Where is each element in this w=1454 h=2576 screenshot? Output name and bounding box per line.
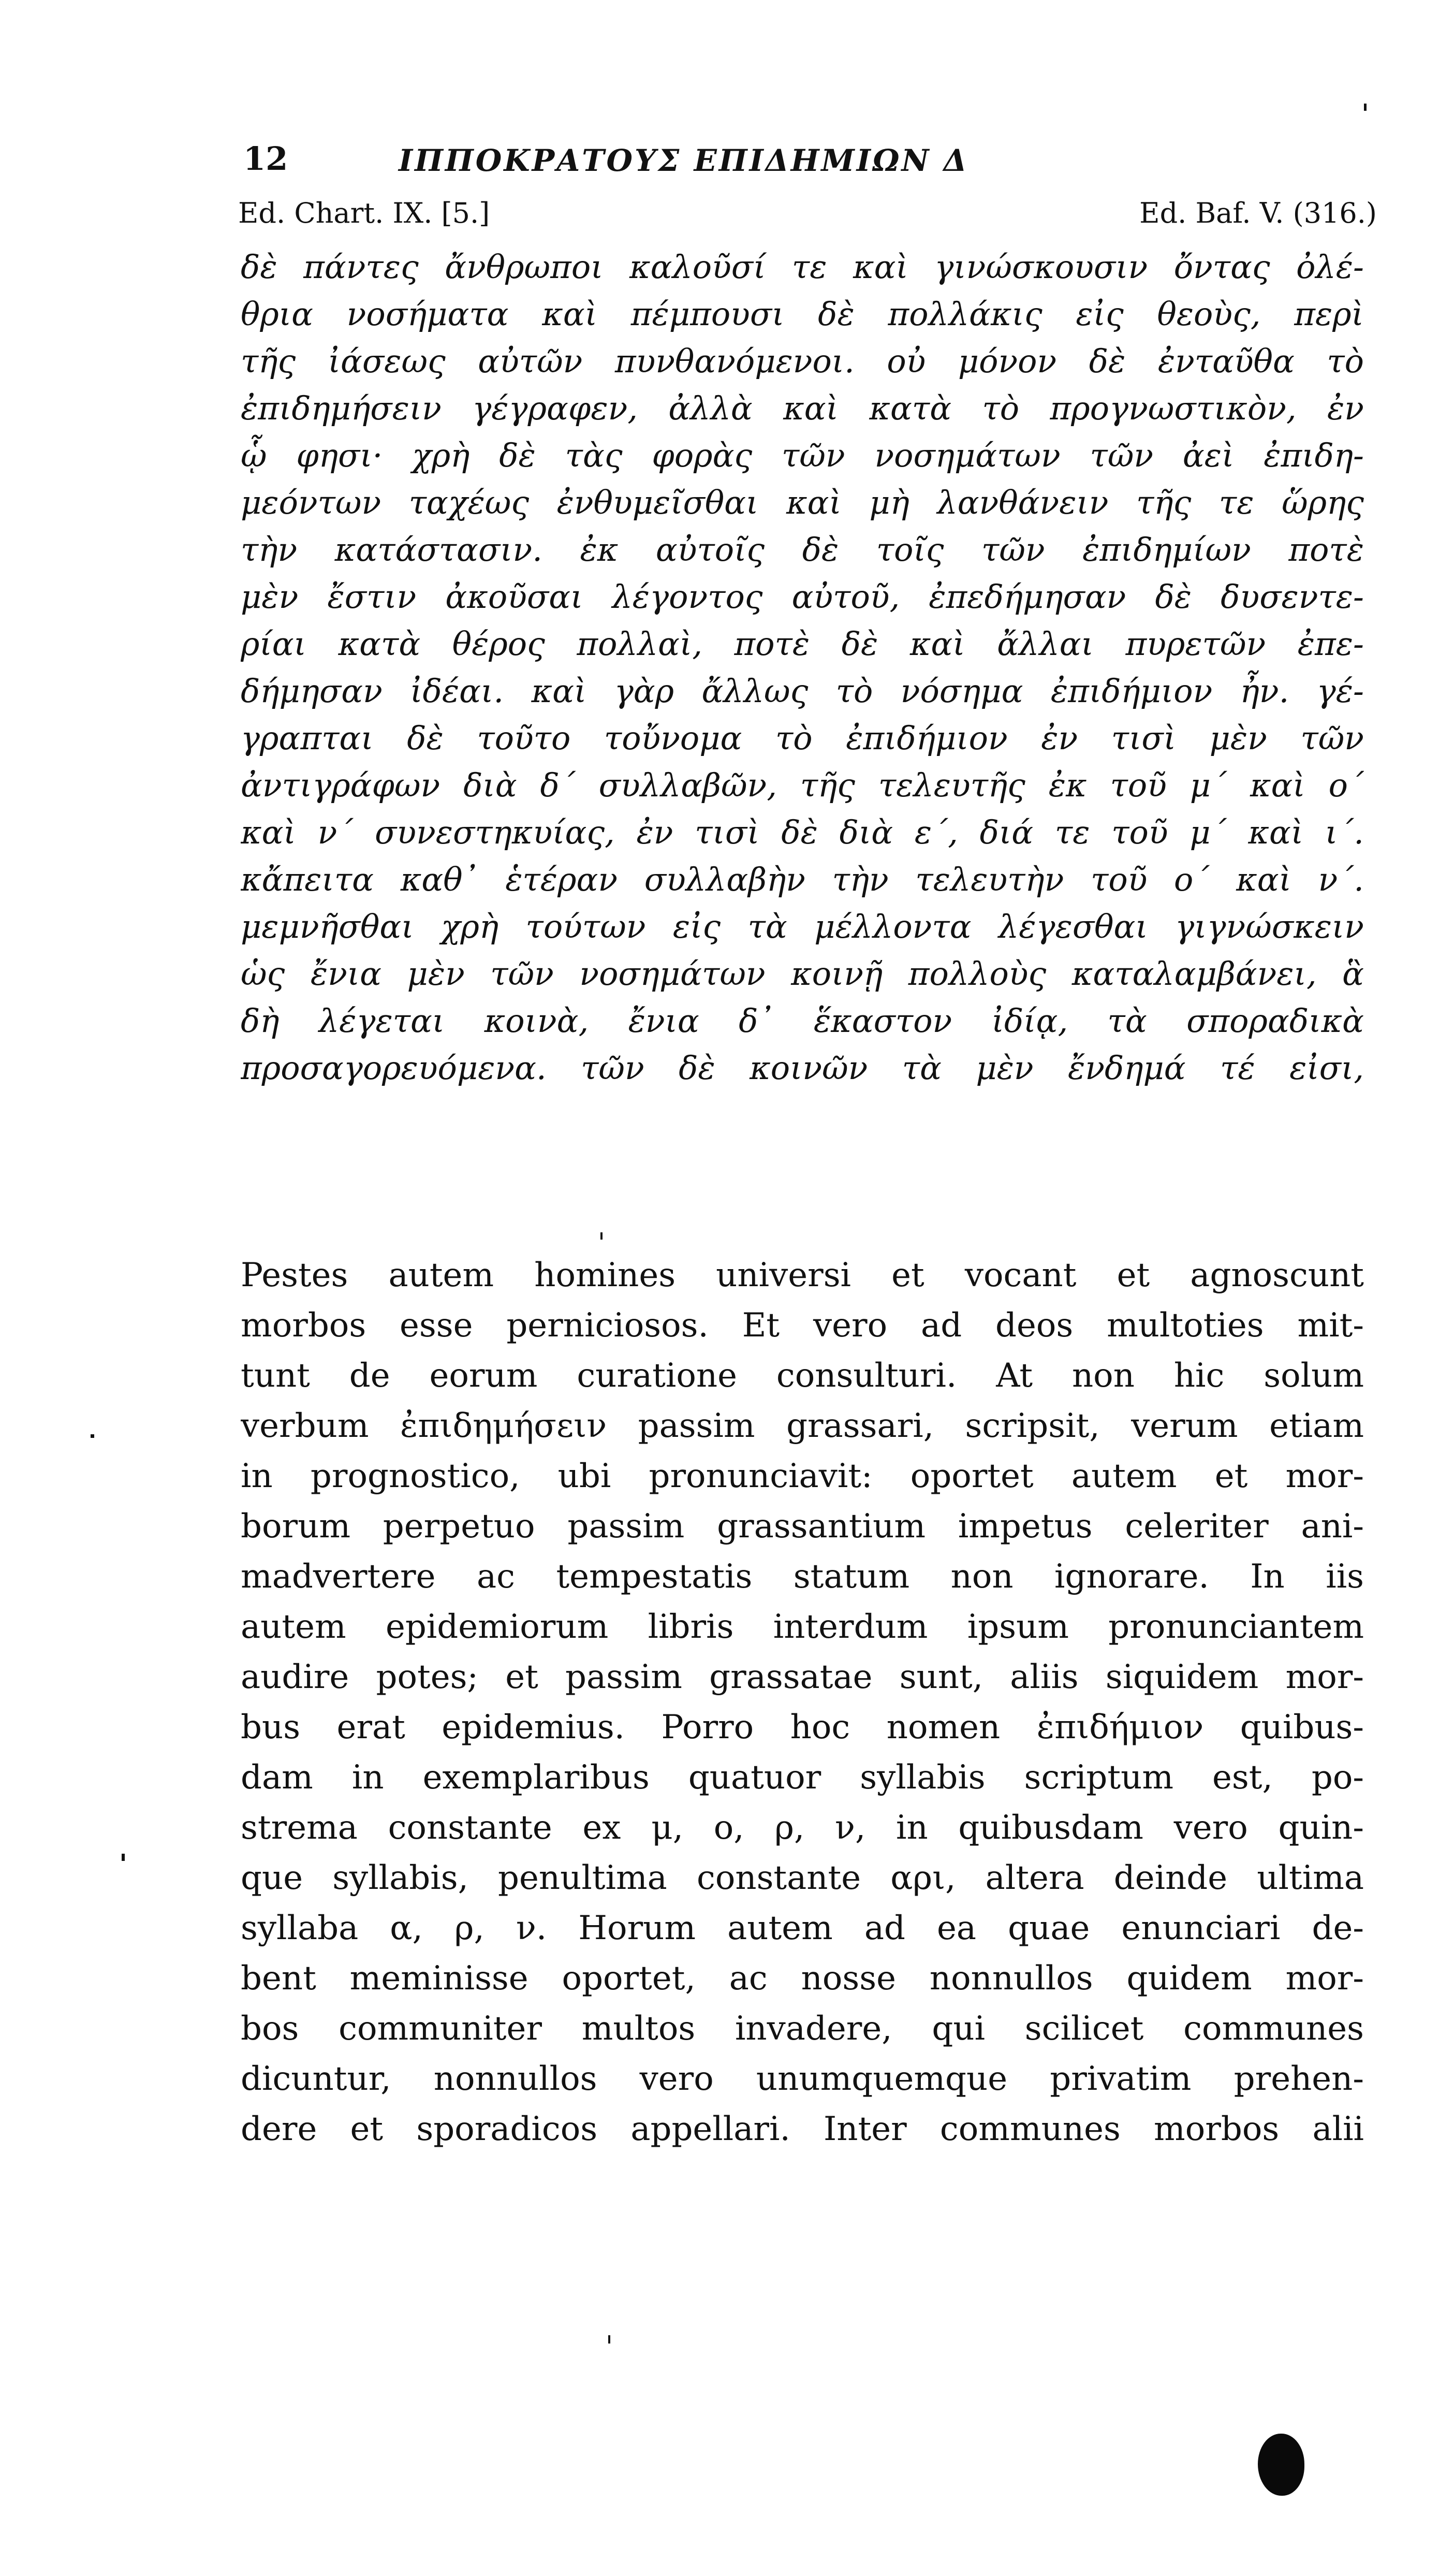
greek-text-line: ᾧ φησι· χρὴ δὲ τὰς φορὰς τῶν νοσημάτων τῶν ἀεὶ ἐπιδη-	[241, 436, 1364, 474]
latin-text-line: dam in exemplaribus quatuor syllabis scriptum est, po-	[241, 1758, 1364, 1797]
stray-mark	[608, 2335, 610, 2344]
greek-text-line: τὴν κατάστασιν. ἐκ αὐτοῖς δὲ τοῖς τῶν ἐπιδημίων ποτὲ	[241, 531, 1364, 569]
latin-text-line: strema constante ex μ, ο, ρ, ν, in quibusdam vero quin-	[241, 1809, 1364, 1847]
ink-blot	[1258, 2434, 1304, 2496]
stray-mark	[91, 1434, 94, 1438]
greek-text-line: ἐπιδημήσειν γέγραφεν, ἀλλὰ καὶ κατὰ τὸ προγνωστικὸν, ἐν	[241, 389, 1364, 427]
latin-text-line: bus erat epidemius. Porro hoc nomen ἐπιδήμιον quibus-	[241, 1708, 1364, 1747]
latin-text-line: Pestes autem homines universi et vocant et agnoscunt	[241, 1256, 1364, 1294]
latin-text-line: que syllabis, penultima constante αρι, altera deinde ultima	[241, 1859, 1364, 1897]
greek-text-line: δὴ λέγεται κοινὰ, ἔνια δ᾽ ἕκαστον ἰδίᾳ, τὰ σποραδικὰ	[241, 1002, 1364, 1040]
greek-text-line: θρια νοσήματα καὶ πέμπουσι δὲ πολλάκις εἰς θεοὺς, περὶ	[241, 295, 1364, 333]
latin-text-line: madvertere ac tempestatis statum non ignorare. In iis	[241, 1558, 1364, 1596]
greek-text-line: προσαγορευόμενα. τῶν δὲ κοινῶν τὰ μὲν ἔνδημά τέ εἰσι,	[241, 1049, 1364, 1087]
edition-references	[238, 197, 1377, 238]
latin-text-line: syllaba α, ρ, ν. Horum autem ad ea quae enunciari de-	[241, 1909, 1364, 1947]
latin-text-line: autem epidemiorum libris interdum ipsum pronunciantem	[241, 1608, 1364, 1646]
running-head	[243, 140, 1175, 186]
running-title: ΙΠΠΟΚΡΑΤΟΥΣ ΕΠΙΔΗΜΙΩΝ Δ	[399, 143, 969, 178]
stray-mark	[600, 1232, 603, 1240]
greek-text-line: καὶ ν΄ συνεστηκυίας, ἐν τισὶ δὲ διὰ ε΄, διά τε τοῦ μ΄ καὶ ι΄.	[241, 813, 1364, 851]
greek-text-line: ὡς ἔνια μὲν τῶν νοσημάτων κοινῇ πολλοὺς καταλαμβάνει, ἃ	[241, 955, 1364, 993]
greek-text-block	[241, 243, 1364, 1091]
latin-text-line: bent meminisse oportet, ac nosse nonnullos quidem mor-	[241, 1959, 1364, 1998]
edition-ref-chartier: Ed. Chart. IX. [5.]	[238, 197, 490, 229]
latin-text-line: verbum ἐπιδημήσειν passim grassari, scripsit, verum etiam	[241, 1407, 1364, 1445]
latin-text-line: bos communiter multos invadere, qui scilicet communes	[241, 2010, 1364, 2048]
edition-ref-basel: Ed. Baf. V. (316.)	[1139, 197, 1377, 229]
latin-text-line: dicuntur, nonnullos vero unumquemque privatim prehen-	[241, 2060, 1364, 2098]
latin-text-line: dere et sporadicos appellari. Inter communes morbos alii	[241, 2110, 1364, 2148]
latin-text-line: tunt de eorum curatione consulturi. At non hic solum	[241, 1357, 1364, 1395]
greek-text-line: μεόντων ταχέως ἐνθυμεῖσθαι καὶ μὴ λανθάνειν τῆς τε ὥρης	[241, 484, 1364, 521]
greek-text-line: γραπται δὲ τοῦτο τοὔνομα τὸ ἐπιδήμιον ἐν τισὶ μὲν τῶν	[241, 719, 1364, 757]
greek-text-line: δὲ πάντες ἄνθρωποι καλοῦσί τε καὶ γινώσκουσιν ὄντας ὀλέ-	[241, 248, 1364, 286]
greek-text-line: ἀντιγράφων διὰ δ΄ συλλαβῶν, τῆς τελευτῆς ἐκ τοῦ μ΄ καὶ ο΄	[241, 766, 1364, 804]
stray-mark	[1364, 104, 1367, 111]
greek-text-line: μὲν ἔστιν ἀκοῦσαι λέγοντος αὐτοῦ, ἐπεδήμησαν δὲ δυσεντε-	[241, 578, 1364, 616]
greek-text-line: κἄπειτα καθ᾽ ἑτέραν συλλαβὴν τὴν τελευτὴν τοῦ ο΄ καὶ ν΄.	[241, 861, 1364, 898]
latin-text-block	[241, 1250, 1364, 2155]
latin-text-line: borum perpetuo passim grassantium impetus celeriter ani-	[241, 1507, 1364, 1546]
greek-text-line: μεμνῆσθαι χρὴ τούτων εἰς τὰ μέλλοντα λέγεσθαι γιγνώσκειν	[241, 908, 1364, 945]
greek-text-line: τῆς ἰάσεως αὐτῶν πυνθανόμενοι. οὐ μόνον δὲ ἐνταῦθα τὸ	[241, 342, 1364, 380]
latin-text-line: in prognostico, ubi pronunciavit: oportet autem et mor-	[241, 1457, 1364, 1495]
latin-text-line: morbos esse perniciosos. Et vero ad deos multoties mit-	[241, 1306, 1364, 1345]
latin-text-line: audire potes; et passim grassatae sunt, aliis siquidem mor-	[241, 1658, 1364, 1696]
stray-mark	[122, 1854, 125, 1861]
greek-text-line: ρίαι κατὰ θέρος πολλαὶ, ποτὲ δὲ καὶ ἄλλαι πυρετῶν ἐπε-	[241, 625, 1364, 663]
page-number: 12	[243, 140, 288, 178]
greek-text-line: δήμησαν ἰδέαι. καὶ γὰρ ἄλλως τὸ νόσημα ἐπιδήμιον ἦν. γέ-	[241, 672, 1364, 710]
